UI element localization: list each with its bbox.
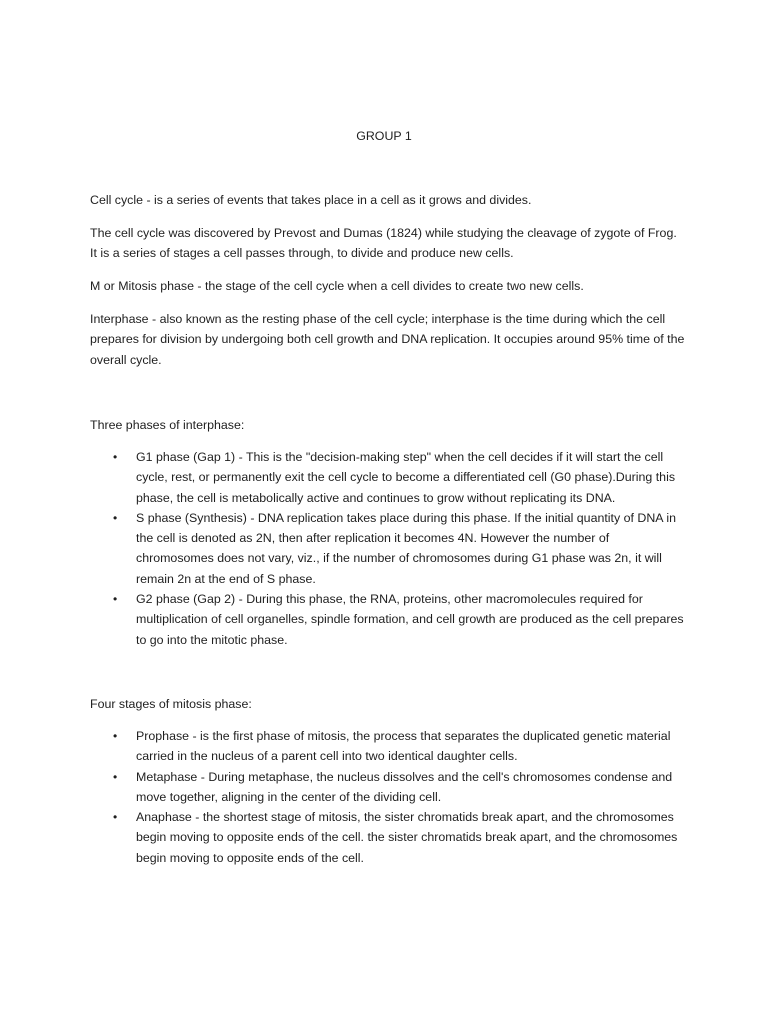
list-item (90, 726, 685, 767)
list-item-text: Metaphase - During metaphase, the nucleus dissolves and the cell's chromosomes condense and move together, aligning in the center of the dividing cell. (136, 769, 673, 804)
mitosis-list (90, 726, 685, 868)
bullet-icon: • (113, 729, 118, 743)
bullet-icon: • (113, 810, 118, 825)
list-item-text: Prophase - is the first phase of mitosis, the process that separates the duplicated genetic material carried in the nucleus of a parent cell into two identical daughter cells. (136, 729, 671, 764)
list-item (90, 767, 685, 808)
list-item (90, 589, 685, 650)
paragraph-cell-cycle: Cell cycle - is a series of events that takes place in a cell as it grows and divides. (90, 193, 532, 207)
bullet-icon: • (113, 769, 118, 784)
list-item (90, 508, 685, 589)
interphase-list (90, 447, 685, 650)
list-item-text: S phase (Synthesis) - DNA replication takes place during this phase. If the initial quantity of DNA in the cell is denoted as 2N, then after replication it becomes 4N. However the number of chromosomes does not vary, viz., if the number of chromosomes during G1 phase was 2n, it will remain 2n at the end of S phase. (136, 510, 676, 586)
list-item-text: G2 phase (Gap 2) - During this phase, the RNA, proteins, other macromolecules required for multiplication of cell organelles, spindle formation, and cell growth are produced as the cell prepares to go into the mitotic phase. (136, 592, 684, 647)
bullet-icon: • (113, 592, 118, 607)
list-item (90, 447, 685, 508)
paragraph-interphase: Interphase - also known as the resting phase of the cell cycle; interphase is the time during which the cell prepares for division by undergoing both cell growth and DNA replication. It occupies around 95% time of the overall cycle. (90, 312, 685, 367)
bullet-icon: • (113, 450, 118, 464)
paragraph-mitosis-phase: M or Mitosis phase - the stage of the cell cycle when a cell divides to create two new cells. (90, 279, 584, 293)
paragraph-discovery: The cell cycle was discovered by Prevost and Dumas (1824) while studying the cleavage of zygote of Frog. It is a series of stages a cell passes through, to divide and produce new cells. (90, 226, 677, 261)
list-item-text: G1 phase (Gap 1) - This is the "decision-making step" when the cell decides if it will start the cell cycle, rest, or permanently exit the cell cycle to become a differentiated cell (G0 phase).During this phase, the cell is metabolically active and continues to grow without replicating its DNA. (136, 450, 676, 505)
mitosis-heading: Four stages of mitosis phase: (90, 697, 252, 711)
list-item-text: Anaphase - the shortest stage of mitosis, the sister chromatids break apart, and the chromosomes begin moving to opposite ends of the cell. the sister chromatids break apart, and the chromosomes begin moving to opposite ends of the cell. (136, 810, 678, 865)
bullet-icon: • (113, 510, 118, 525)
interphase-heading: Three phases of interphase: (90, 418, 245, 432)
page-title: GROUP 1 (356, 129, 412, 143)
list-item (90, 807, 685, 868)
